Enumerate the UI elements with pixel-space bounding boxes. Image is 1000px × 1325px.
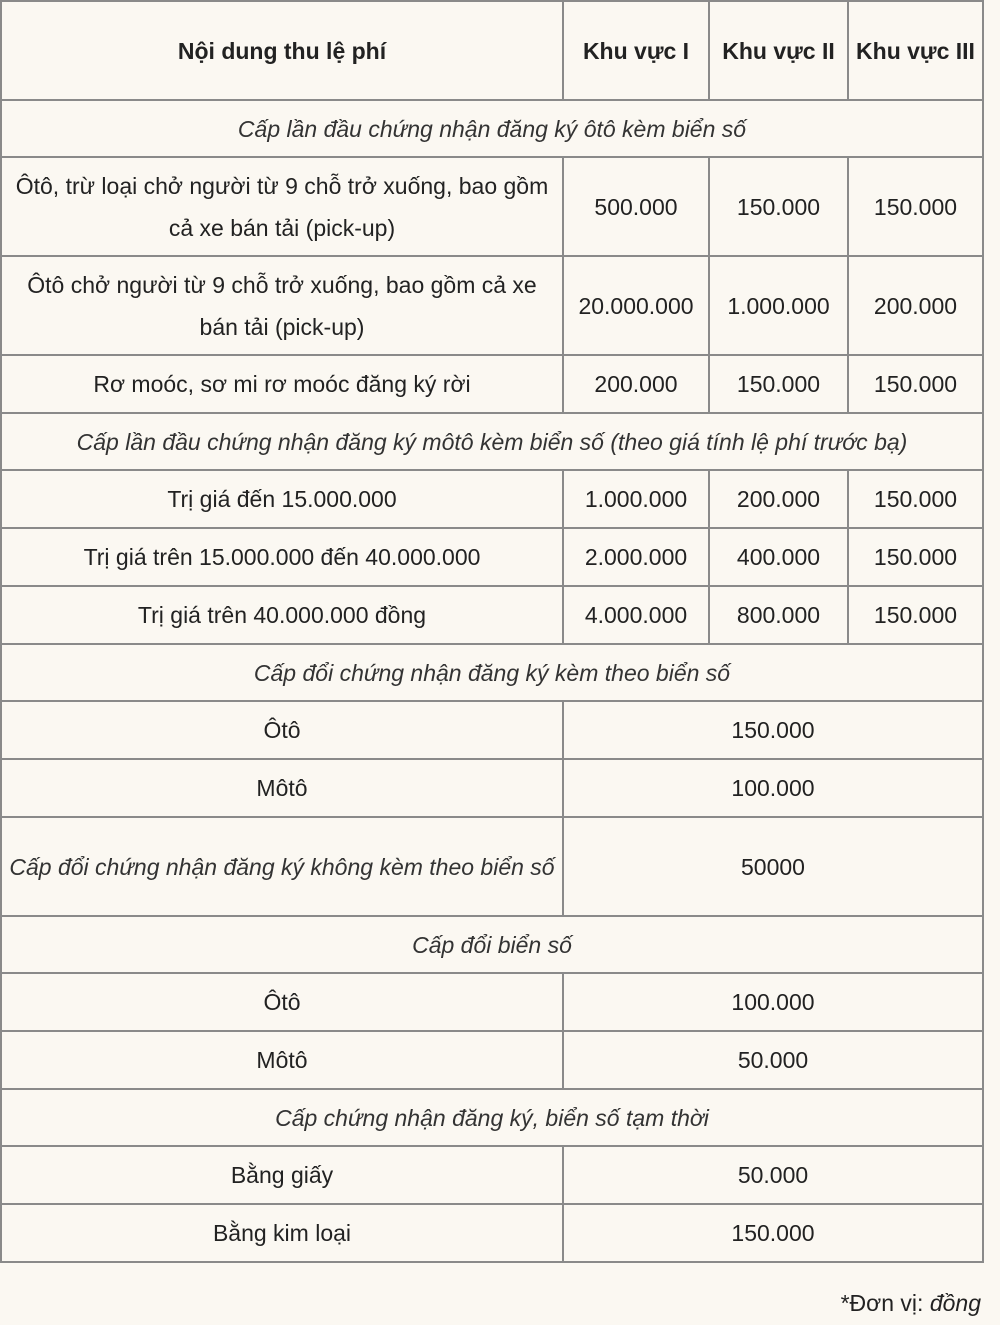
table-row [1,256,983,355]
table-row [1,817,983,916]
table-row [1,973,983,1031]
section-row [1,1089,983,1146]
unit-footnote [841,1290,981,1317]
row-label: Môtô [1,759,563,817]
header-region-1: Khu vực I [563,1,709,100]
region-1-value: 20.000.000 [563,256,709,355]
header-region-2: Khu vực II [709,1,848,100]
region-3-value: 150.000 [848,470,983,528]
fee-value: 50000 [563,817,983,916]
region-1-value: 200.000 [563,355,709,413]
header-content: Nội dung thu lệ phí [1,1,563,100]
row-label: Cấp đổi chứng nhận đăng ký không kèm theo biển số [1,817,563,916]
row-label: Ôtô chở người từ 9 chỗ trở xuống, bao gồm cả xe bán tải (pick-up) [1,256,563,355]
region-2-value: 400.000 [709,528,848,586]
table-row [1,759,983,817]
section-title: Cấp đổi biển số [1,916,983,973]
row-label: Ôtô [1,701,563,759]
region-1-value: 1.000.000 [563,470,709,528]
table-row [1,586,983,644]
row-label: Ôtô [1,973,563,1031]
table-row [1,1146,983,1204]
region-1-value: 500.000 [563,157,709,256]
section-title: Cấp lần đầu chứng nhận đăng ký ôtô kèm biển số [1,100,983,157]
row-label: Ôtô, trừ loại chở người từ 9 chỗ trở xuống, bao gồm cả xe bán tải (pick-up) [1,157,563,256]
region-2-value: 150.000 [709,157,848,256]
header-row [1,1,983,100]
section-row [1,100,983,157]
region-1-value: 4.000.000 [563,586,709,644]
fee-value: 100.000 [563,973,983,1031]
section-row [1,916,983,973]
header-region-3: Khu vực III [848,1,983,100]
table-row [1,528,983,586]
row-label: Bằng kim loại [1,1204,563,1262]
fee-value: 100.000 [563,759,983,817]
footnote-unit: đồng [929,1290,981,1316]
table-row [1,355,983,413]
row-label: Bằng giấy [1,1146,563,1204]
region-3-value: 150.000 [848,157,983,256]
region-3-value: 200.000 [848,256,983,355]
row-label: Rơ moóc, sơ mi rơ moóc đăng ký rời [1,355,563,413]
region-3-value: 150.000 [848,355,983,413]
row-label: Trị giá trên 15.000.000 đến 40.000.000 [1,528,563,586]
region-2-value: 200.000 [709,470,848,528]
table-row [1,470,983,528]
table-row [1,701,983,759]
region-2-value: 1.000.000 [709,256,848,355]
fee-value: 50.000 [563,1146,983,1204]
fee-value: 150.000 [563,701,983,759]
section-title: Cấp lần đầu chứng nhận đăng ký môtô kèm biển số (theo giá tính lệ phí trước bạ) [1,413,983,470]
row-label: Trị giá đến 15.000.000 [1,470,563,528]
section-row [1,413,983,470]
region-3-value: 150.000 [848,528,983,586]
region-1-value: 2.000.000 [563,528,709,586]
section-title: Cấp đổi chứng nhận đăng ký kèm theo biển số [1,644,983,701]
section-title: Cấp chứng nhận đăng ký, biển số tạm thời [1,1089,983,1146]
table-row [1,1204,983,1262]
section-row [1,644,983,701]
fee-value: 150.000 [563,1204,983,1262]
row-label: Môtô [1,1031,563,1089]
row-label: Trị giá trên 40.000.000 đồng [1,586,563,644]
region-2-value: 150.000 [709,355,848,413]
table-row [1,1031,983,1089]
footnote-prefix: *Đơn vị: [840,1290,930,1316]
region-2-value: 800.000 [709,586,848,644]
region-3-value: 150.000 [848,586,983,644]
table-row [1,157,983,256]
fee-value: 50.000 [563,1031,983,1089]
